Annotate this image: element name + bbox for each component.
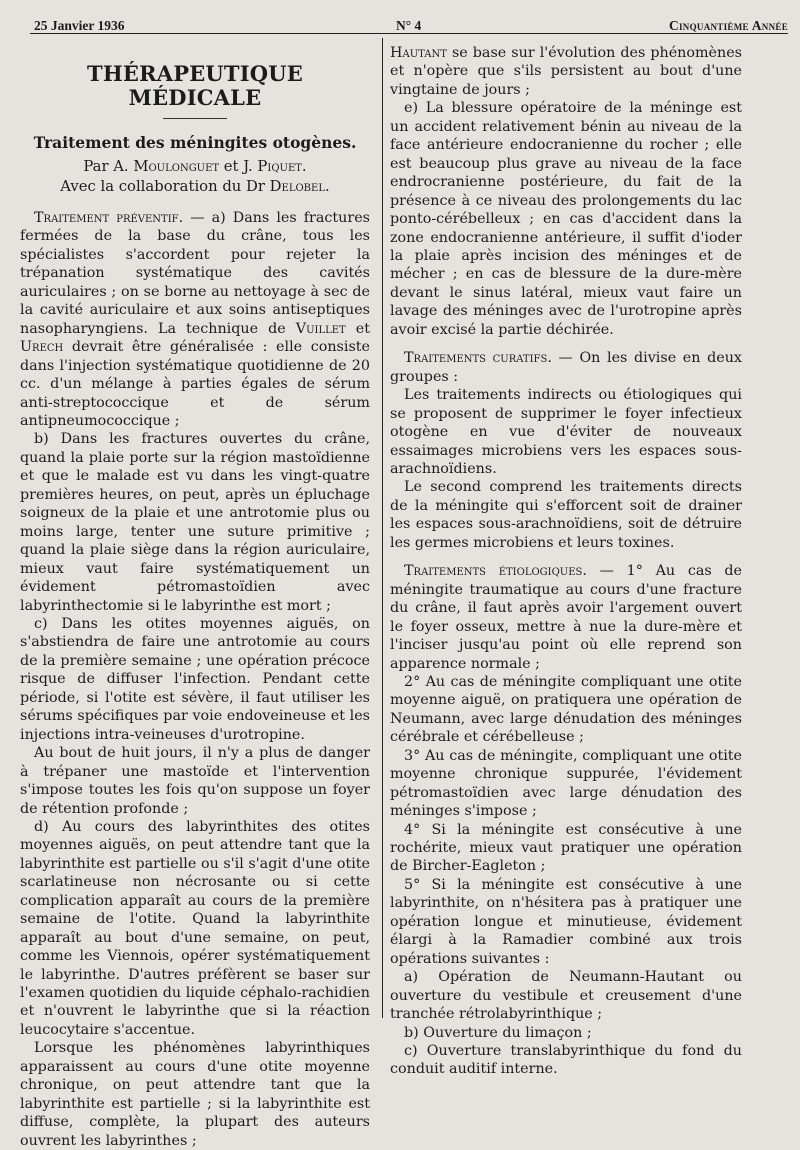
spacer [390,339,742,349]
collaborator-name: Delobel [269,178,325,195]
section-heading: Traitements étiologiques. [404,563,587,580]
paragraph: Lorsque les phénomènes labyrinthiques apparaissent au cours d'une otite moyenne chronique, on peut attendre tant que la labyrinthite est partielle ; si la labyrinthite est diffuse, complète, la plupart des auteurs ouvrent les labyrinthes ; [20,1040,370,1149]
paragraph-text: devrait être généralisée : elle consiste dans l'injection systématique quotidienne de 20 cc. d'un mélange à parties égales de sérum anti-streptococcique et de sérum antipneumococcique ; [20,339,370,429]
paragraph: c) Ouverture translabyrinthique du fond du conduit auditif interne. [390,1043,742,1078]
section-heading: Traitements curatifs. [404,350,552,367]
column-divider [382,38,383,1018]
rubric-rule [163,118,227,119]
article-byline [20,157,370,177]
person-name: Vuillet [295,320,346,337]
paragraph: 2° Au cas de méningite compliquant une otite moyenne aiguë, on pratiquera une opération de Neumann, avec large dénudation des méninges cérébrale et cérébelleuse ; [390,673,742,746]
person-name: Hautant [390,45,447,61]
paragraph-text: — a) Dans les fractures fermées de la base du crâne, tous les spécialistes s'accordent pour rejeter la trépanation systématique des cavités auriculaires ; on se borne au nettoyage à sec de la cavité auriculaire et aux soins antiseptiques nasopharyngiens. La technique de [20,210,370,337]
paragraph: 3° Au cas de méningite, compliquant une otite moyenne chronique suppurée, l'évidement pétromastoïdien avec large dénudation des méninges s'impose ; [390,747,742,820]
paragraph: a) Opération de Neumann-Hautant ou ouverture du vestibule et creusement d'une tranchée rétrolabyrinthique ; [390,969,742,1023]
paragraph [390,44,742,99]
paragraph-etiological [390,562,742,673]
section-rubric: THÉRAPEUTIQUE MÉDICALE [87,61,303,110]
paragraph: b) Ouverture du limaçon ; [404,1024,592,1041]
paragraph: 5° Si la méningite est consécutive à une labyrinthite, on n'hésitera pas à pratiquer une opération longue et minutieuse, évidement élargi à la Ramadier combiné aux trois opérations suivantes : [390,876,742,967]
paragraph-text: — 1° Au cas de méningite traumatique au cours d'une fracture du crâne, il faut après avoir l'argement ouvert le foyer osseux, mettre à nue la dure-mère et l'inciser jusqu'au point où elle reprend son apparence normale ; [390,563,742,672]
header-year: Cinquantième Année [668,18,788,33]
header-rule [30,33,788,34]
spacer [390,552,742,562]
byline-end: . [301,158,307,175]
paragraph: Les traitements indirects ou étiologiques qui se proposent de supprimer le foyer infectieux otogène en vue d'éviter de nouveaux essaimages microbiens vers les espaces sous-arachnoïdiens. [390,387,742,477]
byline-prefix: Par A. [83,158,134,175]
collab-prefix: Avec la collaboration du Dr [60,178,270,195]
paragraph-text: se base sur l'évolution des phénomènes et n'opère que s'ils persistent au bout d'une vingtaine de jours ; [390,45,742,98]
right-column [390,44,742,1079]
paragraph: 4° Si la méningite est consécutive à une rochérite, mieux vaut pratiquer une opération de Bircher-Eagleton ; [390,821,742,875]
paragraph-preventive [20,209,370,430]
person-name: Urech [20,339,64,356]
author-name: Piquet [257,158,302,175]
spacer [20,197,370,209]
article-collaboration [20,177,370,197]
author-name: Moulonguet [133,158,220,175]
paragraph: b) Dans les fractures ouvertes du crâne, quand la plaie porte sur la région mastoïdienne et que le malade est vu dans les vingt-quatre premières heures, on peut, après un épluchage soigneux de la plaie et une antrotomie plus ou moins large, tenter une suture primitive ; quand la plaie siège dans la région auriculaire, mieux vaut faire systématiquement un évidement pétromastoïdien avec labyrinthectomie si le labyrinthe est mort ; [20,431,370,614]
left-column [20,44,370,1150]
collab-end: . [324,178,330,195]
header-date: 25 Janvier 1936 [34,18,125,33]
article-title: Traitement des méningites otogènes. [33,133,357,152]
paragraph: Le second comprend les traitements directs de la méningite qui s'efforcent soit de drainer les espaces sous-arachnoïdiens, soit de détruire les germes microbiens et leurs toxines. [390,479,742,551]
paragraph-text: — On les divise en deux groupes : [390,350,742,385]
paragraph-text: et [345,320,370,337]
paragraph: c) Dans les otites moyennes aiguës, on s'abstiendra de faire une antrotomie au cours de la première semaine ; une opération précoce risque de diffuser l'infection. Pendant cette période, si l'otite est sévère, il faut utiliser les sérums spécifiques par voie endoveineuse et les injections intra-veineuses d'urotropine. [20,615,370,743]
paragraph-curative [390,349,742,386]
byline-and: et J. [219,158,258,175]
paragraph: e) La blessure opératoire de la méninge est un accident relativement bénin au niveau de la face antérieure endocranienne du rocher ; elle est beaucoup plus grave au niveau de la face endrocranienne postérieure, du fait de la présence à ce niveau des prolongements du lac ponto-cérébelleux ; en cas d'accident dans la zone endocranienne antérieure, il suffit d'ioder la plaie après incision des méninges et de mécher ; en cas de blessure de la dure-mère devant le sinus latéral, mieux vaut faire un lavage des méninges avec de l'urotropine après avoir excisé la partie déchirée. [390,100,742,338]
paragraph: Au bout de huit jours, il n'y a plus de danger à trépaner une mastoïde et l'intervention s'impose toutes les fois qu'on suppose un foyer de rétention profonde ; [20,745,370,817]
paragraph: d) Au cours des labyrinthites des otites moyennes aiguës, on peut attendre tant que la labyrinthite est partielle ou s'il s'agit d'une otite scarlatineuse non nécrosante ou si cette complication apparaît au cours de la première semaine de l'otite. Quand la labyrinthite apparaît au bout d'une semaine, on peut, comme les Viennois, opérer systématiquement le labyrinthe. D'autres préfèrent se baser sur l'examen quotidien du liquide céphalo-rachidien et n'ouvrent le labyrinthe que si la réaction leucocytaire s'accentue. [20,818,370,1038]
section-heading: Traitement préventif. [34,210,184,226]
header-issue-number: N° 4 [396,18,422,33]
